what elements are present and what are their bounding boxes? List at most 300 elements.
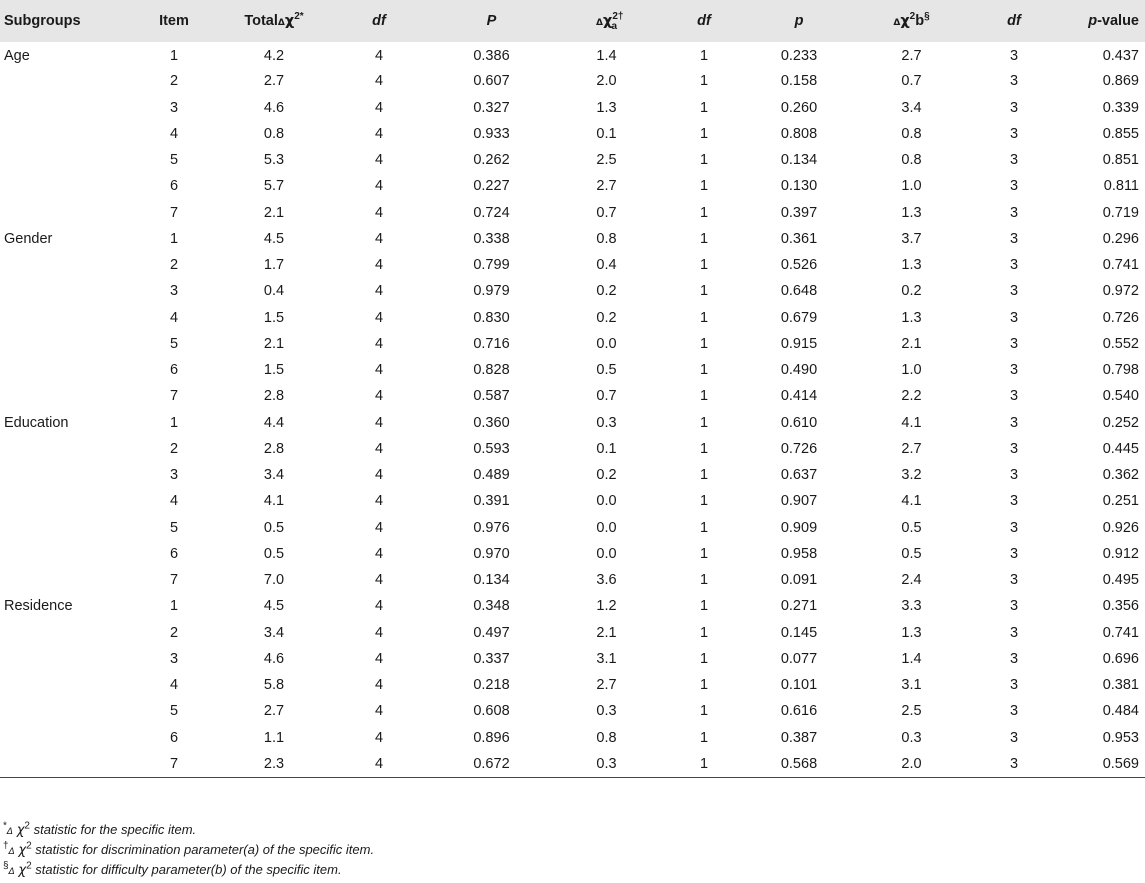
table-row (0, 541, 1145, 567)
cell-chi2-a: 2.7 (596, 677, 617, 694)
cell-df-total: 4 (374, 677, 384, 694)
cell-chi2-b: 3.1 (901, 677, 922, 694)
cell-df-total: 4 (374, 650, 384, 667)
cell-df-total: 4 (374, 598, 384, 615)
cell-df-a: 1 (699, 362, 709, 379)
table-row (0, 620, 1145, 646)
cell-total-chi2: 2.1 (263, 204, 285, 221)
cell-item: 1 (169, 48, 179, 65)
table-row (0, 436, 1145, 462)
cell-p-total: 0.386 (473, 48, 510, 65)
cell-item: 2 (169, 257, 179, 274)
cell-p-total: 0.979 (473, 283, 510, 300)
cell-item: 2 (169, 73, 179, 90)
cell-p-total: 0.830 (473, 309, 510, 326)
cell-df-a: 1 (659, 751, 749, 777)
cell-chi2-a: 0.5 (596, 362, 617, 379)
cell-p-value: 0.484 (1102, 703, 1139, 720)
table-row (0, 593, 1145, 619)
footnote-2-sup: 2 (26, 840, 32, 852)
cell-chi2-b: 1.3 (901, 309, 922, 326)
cell-df-b: 3 (1009, 545, 1019, 562)
cell-df-b: 3 (1009, 519, 1019, 536)
cell-p-value: 0.719 (1102, 204, 1139, 221)
cell-df-b: 3 (1009, 178, 1019, 195)
cell-df-a: 1 (699, 440, 709, 457)
cell-df-total: 4 (374, 388, 384, 405)
cell-df-b: 3 (1009, 125, 1019, 142)
cell-total-chi2: 4.1 (263, 493, 285, 510)
cell-item: 1 (169, 230, 179, 247)
cell-p-value: 0.445 (1102, 440, 1139, 457)
cell-p-a: 0.387 (780, 729, 818, 746)
cell-item: 2 (169, 624, 179, 641)
cell-df-total: 4 (374, 703, 384, 720)
cell-subgroup: Residence (4, 598, 73, 615)
cell-p-a: 0.648 (780, 283, 818, 300)
cell-item: 6 (169, 729, 179, 746)
cell-chi2-a: 0.8 (596, 729, 617, 746)
footnote-1-mark: * (3, 820, 7, 832)
cell-total-chi2: 0.4 (263, 283, 285, 300)
cell-chi2-a: 0.3 (596, 703, 617, 720)
cell-chi2-a: 3.6 (596, 572, 617, 589)
cell-p-a: 0.158 (780, 73, 818, 90)
cell-df-b: 3 (1009, 414, 1019, 431)
cell-subgroup (0, 278, 129, 304)
cell-subgroup (0, 200, 129, 226)
table-row (0, 42, 1145, 68)
cell-item: 4 (169, 309, 179, 326)
cell-subgroup (0, 751, 129, 777)
cell-p-total: 0.970 (473, 545, 510, 562)
cell-p-total: 0.587 (473, 388, 510, 405)
cell-p-value: 0.252 (1102, 414, 1139, 431)
cell-df-b: 3 (1009, 493, 1019, 510)
cell-chi2-b: 1.0 (901, 178, 922, 195)
cell-p-value: 0.569 (1054, 751, 1145, 777)
cell-p-value: 0.381 (1102, 677, 1139, 694)
cell-p-a: 0.414 (780, 388, 818, 405)
cell-chi2-b: 2.7 (901, 440, 922, 457)
cell-df-total: 4 (374, 729, 384, 746)
cell-p-value: 0.339 (1102, 99, 1139, 116)
cell-df-b: 3 (1009, 440, 1019, 457)
cell-total-chi2: 4.2 (263, 48, 285, 65)
cell-df-total: 4 (374, 73, 384, 90)
cell-subgroup (0, 515, 129, 541)
cell-df-a: 1 (699, 650, 709, 667)
cell-p-total: 0.716 (473, 335, 510, 352)
cell-subgroup (0, 383, 129, 409)
table-row (0, 672, 1145, 698)
cell-total-chi2: 1.5 (263, 362, 285, 379)
footnote-3-sup: 2 (26, 860, 32, 872)
cell-total-chi2: 4.6 (263, 650, 285, 667)
cell-df-total: 4 (374, 493, 384, 510)
cell-p-a: 0.808 (780, 125, 818, 142)
cell-p-total: 0.976 (473, 519, 510, 536)
cell-p-value: 0.912 (1102, 545, 1139, 562)
cell-p-a: 0.490 (780, 362, 818, 379)
cell-p-value: 0.855 (1102, 125, 1139, 142)
cell-chi2-b: 3.7 (901, 230, 922, 247)
header-df-2: df (697, 13, 711, 29)
cell-df-b: 3 (1009, 467, 1019, 484)
cell-df-b: 3 (1009, 729, 1019, 746)
header-df-1: df (372, 13, 386, 29)
cell-item: 4 (169, 677, 179, 694)
footnote-1 (3, 820, 374, 840)
cell-p-total: 0.799 (473, 257, 510, 274)
table-row (0, 383, 1145, 409)
cell-item: 1 (169, 414, 179, 431)
cell-p-a: 0.526 (780, 257, 818, 274)
cell-total-chi2: 3.4 (263, 624, 285, 641)
chi-symbol: χ (284, 13, 295, 29)
table-row (0, 278, 1145, 304)
cell-chi2-b: 0.8 (901, 125, 922, 142)
cell-chi2-a: 0.3 (554, 751, 659, 777)
cell-chi2-b: 2.4 (901, 572, 922, 589)
cell-p-total: 0.327 (473, 99, 510, 116)
cell-item: 7 (169, 572, 179, 589)
cell-df-a: 1 (699, 204, 709, 221)
cell-chi2-a: 0.2 (596, 309, 617, 326)
cell-total-chi2: 2.7 (263, 703, 285, 720)
cell-p-value: 0.869 (1102, 73, 1139, 90)
cell-chi2-a: 2.1 (596, 624, 617, 641)
cell-df-a: 1 (699, 598, 709, 615)
cell-df-a: 1 (699, 677, 709, 694)
cell-df-a: 1 (699, 230, 709, 247)
cell-df-total: 4 (374, 309, 384, 326)
cell-chi2-b: 3.2 (901, 467, 922, 484)
cell-df-total: 4 (374, 545, 384, 562)
cell-df-a: 1 (699, 283, 709, 300)
cell-df-total: 4 (374, 414, 384, 431)
footnote-1-sup: 2 (24, 820, 30, 832)
cell-p-total: 0.497 (473, 624, 510, 641)
chi-symbol: χ (602, 13, 613, 29)
cell-subgroup (0, 725, 129, 751)
cell-df-b: 3 (1009, 677, 1019, 694)
cell-p-value: 0.356 (1102, 598, 1139, 615)
cell-subgroup (0, 436, 129, 462)
cell-df-a: 1 (699, 309, 709, 326)
table-row (0, 488, 1145, 514)
cell-total-chi2: 0.5 (263, 519, 285, 536)
cell-total-chi2: 4.4 (263, 414, 285, 431)
cell-chi2-a: 1.3 (596, 99, 617, 116)
cell-total-chi2: 5.8 (263, 677, 285, 694)
cell-subgroup (0, 488, 129, 514)
cell-chi2-b: 0.5 (901, 545, 922, 562)
cell-total-chi2: 3.4 (263, 467, 285, 484)
cell-p-value: 0.741 (1102, 624, 1139, 641)
header-chi2-a (554, 0, 659, 42)
delta-symbol: Δ (595, 18, 603, 28)
cell-chi2-b: 2.0 (849, 751, 974, 777)
cell-item: 3 (169, 650, 179, 667)
cell-chi2-b: 4.1 (901, 493, 922, 510)
table-row (0, 68, 1145, 94)
cell-df-b: 3 (974, 751, 1054, 777)
delta-symbol: Δ (8, 847, 15, 857)
cell-p-value: 0.437 (1102, 48, 1139, 65)
cell-item: 5 (169, 152, 179, 169)
footnote-3-mark: § (3, 860, 9, 872)
cell-df-total: 4 (374, 204, 384, 221)
cell-item: 5 (169, 519, 179, 536)
cell-item: 5 (169, 335, 179, 352)
cell-chi2-b: 1.0 (901, 362, 922, 379)
cell-chi2-a: 0.7 (596, 388, 617, 405)
cell-chi2-a: 0.7 (596, 204, 617, 221)
table-row (0, 698, 1145, 724)
cell-subgroup: Age (4, 48, 30, 65)
cell-chi2-b: 1.3 (901, 257, 922, 274)
chi-symbol: χ (18, 843, 27, 858)
cell-chi2-b: 3.3 (901, 598, 922, 615)
cell-chi2-b: 0.7 (901, 73, 922, 90)
cell-df-total: 4 (374, 283, 384, 300)
cell-p-total: 0.227 (473, 178, 510, 195)
table-footnotes (3, 820, 374, 880)
table-row (0, 226, 1145, 252)
table-header (0, 0, 1145, 42)
cell-total-chi2: 7.0 (263, 572, 285, 589)
cell-item: 6 (169, 545, 179, 562)
delta-symbol: Δ (277, 18, 285, 28)
cell-df-b: 3 (1009, 257, 1019, 274)
table-row (0, 410, 1145, 436)
cell-item: 7 (169, 204, 179, 221)
delta-symbol: Δ (6, 827, 14, 837)
cell-subgroup (0, 252, 129, 278)
cell-p-value: 0.972 (1102, 283, 1139, 300)
header-total-chi2 (219, 0, 329, 42)
cell-df-total: 4 (329, 751, 429, 777)
cell-p-value: 0.296 (1102, 230, 1139, 247)
cell-p-total: 0.360 (473, 414, 510, 431)
cell-p-total: 0.593 (473, 440, 510, 457)
cell-df-a: 1 (699, 73, 709, 90)
cell-p-a: 0.958 (780, 545, 818, 562)
header-row (0, 0, 1145, 42)
cell-p-a: 0.145 (780, 624, 818, 641)
cell-df-a: 1 (699, 519, 709, 536)
cell-chi2-a: 0.8 (596, 230, 617, 247)
cell-subgroup (0, 672, 129, 698)
table-body (0, 42, 1145, 777)
cell-df-a: 1 (699, 545, 709, 562)
cell-df-total: 4 (374, 257, 384, 274)
cell-chi2-a: 0.0 (596, 545, 617, 562)
cell-p-value: 0.926 (1102, 519, 1139, 536)
cell-p-total: 0.218 (473, 677, 510, 694)
cell-p-a: 0.361 (780, 230, 818, 247)
cell-df-total: 4 (374, 362, 384, 379)
cell-item: 3 (169, 467, 179, 484)
cell-df-b: 3 (1009, 362, 1019, 379)
cell-p-total: 0.828 (473, 362, 510, 379)
cell-total-chi2: 2.7 (263, 73, 285, 90)
cell-df-b: 3 (1009, 650, 1019, 667)
cell-total-chi2: 1.1 (263, 729, 285, 746)
cell-p-a: 0.077 (780, 650, 818, 667)
cell-chi2-b: 0.8 (901, 152, 922, 169)
cell-p-value: 0.953 (1102, 729, 1139, 746)
cell-df-total: 4 (374, 230, 384, 247)
table-row (0, 305, 1145, 331)
cell-df-total: 4 (374, 572, 384, 589)
cell-p-value: 0.726 (1102, 309, 1139, 326)
cell-p-a: 0.101 (780, 677, 818, 694)
header-df-3: df (1007, 13, 1021, 29)
cell-p-value: 0.362 (1102, 467, 1139, 484)
table-row (0, 331, 1145, 357)
cell-p-total: 0.933 (473, 125, 510, 142)
cell-p-a: 0.915 (780, 335, 818, 352)
cell-df-total: 4 (374, 440, 384, 457)
cell-chi2-a: 1.4 (596, 48, 617, 65)
table-row (0, 200, 1145, 226)
table-row (0, 95, 1145, 121)
cell-df-b: 3 (1009, 703, 1019, 720)
cell-df-a: 1 (699, 125, 709, 142)
cell-chi2-b: 2.2 (901, 388, 922, 405)
cell-df-b: 3 (1009, 73, 1019, 90)
table-row (0, 173, 1145, 199)
table-row (0, 646, 1145, 672)
cell-subgroup (0, 68, 129, 94)
cell-p-total: 0.896 (473, 729, 510, 746)
cell-df-a: 1 (699, 624, 709, 641)
cell-p-value: 0.798 (1102, 362, 1139, 379)
header-p-lower: p (794, 13, 804, 29)
cell-subgroup (0, 173, 129, 199)
cell-chi2-a: 0.1 (596, 440, 617, 457)
header-chi-b-suffix: b (915, 13, 925, 29)
table-row (0, 567, 1145, 593)
cell-chi2-a: 0.3 (596, 414, 617, 431)
cell-df-total: 4 (374, 624, 384, 641)
cell-total-chi2: 4.5 (263, 598, 285, 615)
cell-subgroup: Gender (4, 230, 53, 247)
cell-total-chi2: 4.6 (263, 99, 285, 116)
cell-p-a: 0.397 (780, 204, 818, 221)
cell-p-total: 0.134 (473, 572, 510, 589)
cell-total-chi2: 1.5 (263, 309, 285, 326)
header-p-value-italic: p (1088, 13, 1098, 29)
footnote-2 (3, 840, 374, 860)
cell-df-a: 1 (699, 467, 709, 484)
table-row (0, 252, 1145, 278)
cell-total-chi2: 2.3 (219, 751, 329, 777)
cell-df-b: 3 (1009, 230, 1019, 247)
cell-df-b: 3 (1009, 283, 1019, 300)
cell-subgroup: Education (4, 414, 69, 431)
cell-total-chi2: 0.5 (263, 545, 285, 562)
chi-symbol: χ (18, 863, 27, 878)
table-row (0, 751, 1145, 777)
table-row (0, 725, 1145, 751)
cell-item: 6 (169, 362, 179, 379)
table-row (0, 121, 1145, 147)
cell-chi2-b: 1.3 (901, 624, 922, 641)
cell-total-chi2: 2.8 (263, 388, 285, 405)
footnote-3 (3, 860, 374, 880)
delta-symbol: Δ (8, 867, 15, 877)
cell-chi2-a: 0.0 (596, 519, 617, 536)
cell-df-a: 1 (699, 493, 709, 510)
table-row (0, 147, 1145, 173)
cell-p-a: 0.130 (780, 178, 818, 195)
footnote-3-text: statistic for difficulty parameter(b) of the specific item. (31, 862, 342, 877)
cell-chi2-a: 0.1 (596, 125, 617, 142)
cell-chi2-b: 0.2 (901, 283, 922, 300)
cell-subgroup (0, 567, 129, 593)
cell-p-a: 0.907 (780, 493, 818, 510)
cell-df-b: 3 (1009, 624, 1019, 641)
cell-df-b: 3 (1009, 598, 1019, 615)
cell-p-total: 0.672 (429, 751, 554, 777)
cell-subgroup (0, 646, 129, 672)
cell-subgroup (0, 462, 129, 488)
cell-subgroup (0, 331, 129, 357)
cell-df-a: 1 (699, 703, 709, 720)
cell-subgroup (0, 305, 129, 331)
cell-chi2-a: 2.0 (596, 73, 617, 90)
cell-df-total: 4 (374, 519, 384, 536)
cell-item: 3 (169, 99, 179, 116)
delta-symbol: Δ (893, 18, 901, 28)
cell-chi2-b: 4.1 (901, 414, 922, 431)
table-row (0, 515, 1145, 541)
cell-chi2-b: 3.4 (901, 99, 922, 116)
cell-p-a: 0.909 (780, 519, 818, 536)
cell-item: 7 (169, 388, 179, 405)
cell-chi2-a: 0.0 (596, 335, 617, 352)
cell-subgroup (0, 147, 129, 173)
cell-p-value: 0.552 (1102, 335, 1139, 352)
cell-p-total: 0.607 (473, 73, 510, 90)
table-row (0, 357, 1145, 383)
cell-p-total: 0.489 (473, 467, 510, 484)
header-chi-b-mark: § (924, 11, 930, 23)
cell-df-total: 4 (374, 178, 384, 195)
cell-p-total: 0.391 (473, 493, 510, 510)
cell-df-a: 1 (699, 729, 709, 746)
header-chi-a-sup: 2† (612, 11, 624, 23)
cell-df-a: 1 (699, 48, 709, 65)
cell-df-b: 3 (1009, 48, 1019, 65)
cell-df-b: 3 (1009, 309, 1019, 326)
header-p-upper: P (486, 13, 497, 29)
cell-subgroup (0, 541, 129, 567)
cell-chi2-a: 0.2 (596, 283, 617, 300)
cell-df-total: 4 (374, 152, 384, 169)
cell-chi2-a: 0.4 (596, 257, 617, 274)
cell-df-a: 1 (699, 414, 709, 431)
cell-df-a: 1 (699, 388, 709, 405)
footnote-2-text: statistic for discrimination parameter(a) of the specific item. (31, 842, 375, 857)
header-chi-a-sub: a (611, 20, 617, 32)
cell-item: 4 (169, 493, 179, 510)
cell-total-chi2: 2.8 (263, 440, 285, 457)
cell-item: 1 (169, 598, 179, 615)
